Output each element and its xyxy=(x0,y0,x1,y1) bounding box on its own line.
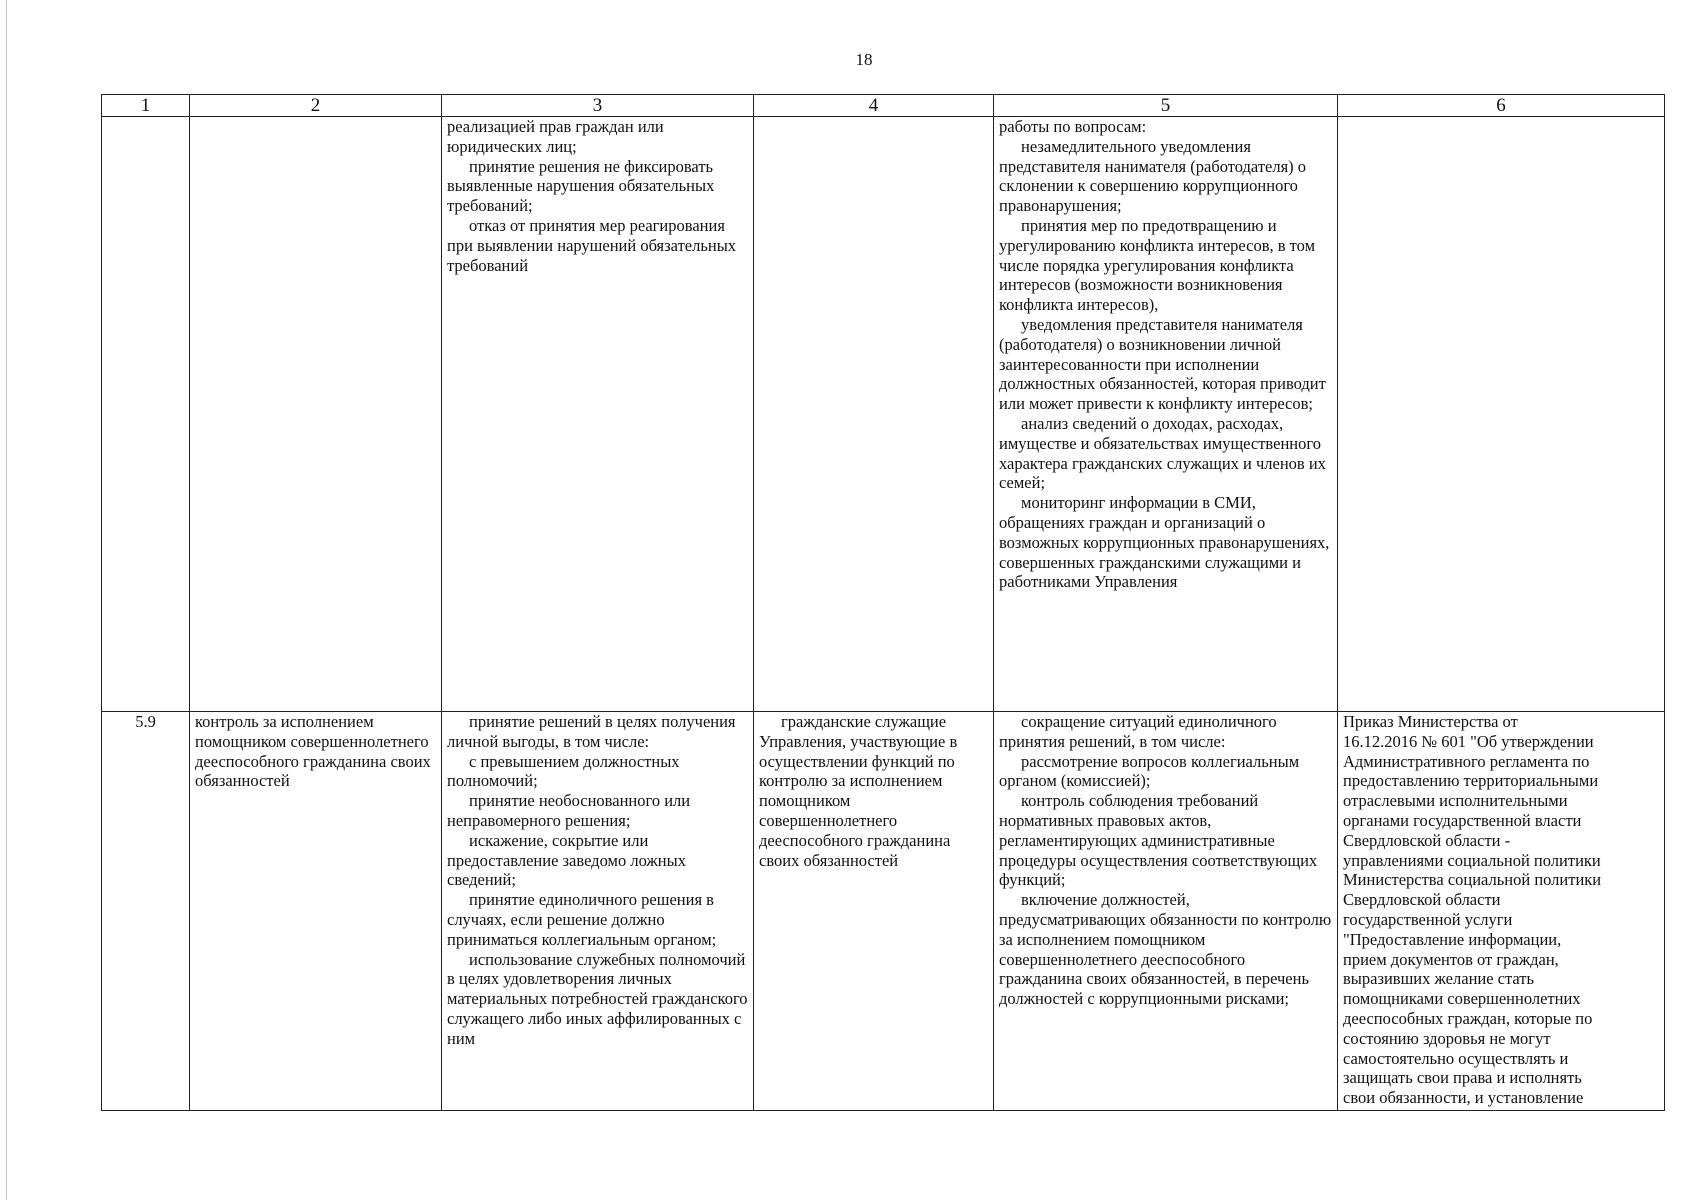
document-line: Приказ Министерства от xyxy=(1343,712,1518,731)
column-header: 4 xyxy=(754,95,994,117)
measure-text: анализ сведений о доходах, расходах, имуществе и обязательствах имущественного характера гражданских служащих и членов их семей; xyxy=(999,413,1326,493)
document-line: прием документов от граждан, xyxy=(1343,949,1559,969)
document-line: дееспособных граждан, которые по xyxy=(1343,1008,1593,1028)
measure-text: мониторинг информации в СМИ, обращениях граждан и организаций о возможных коррупционных правонарушениях, совершенных гражданскими служащими и работниками Управления xyxy=(999,493,1330,592)
document-line: Министерства социальной политики xyxy=(1343,870,1602,890)
document-line: Свердловской области - xyxy=(1343,830,1511,850)
cell-measures xyxy=(994,712,1338,1111)
measure-text: незамедлительного уведомления представителя нанимателя (работодателя) о склонении к совершению коррупционного правонарушения; xyxy=(999,136,1307,216)
page-number: 18 xyxy=(855,50,873,69)
cell-function xyxy=(190,712,442,1111)
document-line: 16.12.2016 № 601 "Об утверждении xyxy=(1343,731,1594,751)
cell-documents xyxy=(1338,117,1665,712)
document-line: предоставлению территориальными xyxy=(1343,771,1599,791)
document-line: отраслевыми исполнительными xyxy=(1343,791,1568,811)
risk-text: принятие решения не фиксировать выявленные нарушения обязательных требований; xyxy=(447,156,715,216)
measure-text: включение должностей, предусматривающих обязанности по контролю за исполнением помощником совершеннолетнего дееспособного гражданина своих обязанностей, в перечень должностей с коррупционными рисками; xyxy=(999,890,1332,1009)
cell-measures xyxy=(994,117,1338,712)
cell-positions xyxy=(754,117,994,712)
table-row xyxy=(102,712,1665,1111)
risk-text: принятие единоличного решения в случаях, если решение должно приниматься коллегиальным органом; xyxy=(447,890,717,949)
corruption-risk-table xyxy=(101,94,1665,1111)
cell-number: 5.9 xyxy=(102,712,190,1111)
measure-text: контроль соблюдения требований нормативных правовых актов, регламентирующих административные процедуры осуществления соответствующих функций; xyxy=(999,791,1318,890)
risk-text: с превышением должностных полномочий; xyxy=(447,751,680,791)
measure-text: принятия мер по предотвращению и урегулированию конфликта интересов, в том числе порядка урегулирования конфликта интересов (возможности возникновения конфликта интересов), xyxy=(999,215,1316,315)
column-header: 5 xyxy=(994,95,1338,117)
measure-text: уведомления представителя нанимателя (работодателя) о возникновении личной заинтересованности при исполнении должностных обязанностей, которая приводит или может привести к конфликту интересов; xyxy=(999,314,1326,414)
risk-text: искажение, сокрытие или предоставление заведомо ложных сведений; xyxy=(447,830,686,890)
risk-text: принятие решений в целях получения личной выгоды, в том числе: xyxy=(447,712,736,751)
column-header: 3 xyxy=(442,95,754,117)
document-line: выразивших желание стать xyxy=(1343,969,1535,989)
risk-text: использование служебных полномочий в целях удовлетворения личных материальных потребностей гражданского служащего либо иных аффилированных с ним xyxy=(447,949,748,1048)
document-line: помощниками совершеннолетних xyxy=(1343,989,1581,1009)
document-line: Административного регламента по xyxy=(1343,751,1590,771)
document-line: управлениями социальной политики xyxy=(1343,850,1601,870)
cell-function xyxy=(190,117,442,712)
measure-text: сокращение ситуаций единоличного принятия решений, в том числе: xyxy=(999,712,1277,751)
document-line: защищать свои права и исполнять xyxy=(1343,1068,1582,1088)
risk-text: реализацией прав граждан или юридических лиц; xyxy=(447,117,664,156)
cell-number xyxy=(102,117,190,712)
document-line: Свердловской области xyxy=(1343,890,1501,910)
document-line: органами государственной власти xyxy=(1343,810,1582,830)
positions-text: гражданские служащие Управления, участвующие в осуществлении функций по контролю за исполнением помощником совершеннолетнего дееспособного гражданина своих обязанностей xyxy=(759,712,958,870)
document-line: состоянию здоровья не могут xyxy=(1343,1028,1551,1048)
scan-edge-line xyxy=(6,0,7,1200)
risk-text: принятие необоснованного или неправомерного решения; xyxy=(447,791,691,830)
cell-risks xyxy=(442,117,754,712)
document-line: "Предоставление информации, xyxy=(1343,929,1562,949)
table-row xyxy=(102,117,1665,712)
column-header: 2 xyxy=(190,95,442,117)
column-header: 1 xyxy=(102,95,190,117)
measure-text: работы по вопросам: xyxy=(999,117,1147,136)
cell-positions xyxy=(754,712,994,1111)
function-text: контроль за исполнением помощником совершеннолетнего дееспособного гражданина своих обязанностей xyxy=(195,712,431,791)
document-line: государственной услуги xyxy=(1343,909,1513,929)
measure-text: рассмотрение вопросов коллегиальным органом (комиссией); xyxy=(999,751,1300,791)
cell-documents xyxy=(1338,712,1665,1111)
column-number-row xyxy=(102,95,1665,117)
document-line: свои обязанности, и установление xyxy=(1343,1088,1584,1108)
risk-text: отказ от принятия мер реагирования при выявлении нарушений обязательных требований xyxy=(447,215,737,275)
cell-risks xyxy=(442,712,754,1111)
column-header: 6 xyxy=(1338,95,1665,117)
document-line: самостоятельно осуществлять и xyxy=(1343,1048,1569,1068)
